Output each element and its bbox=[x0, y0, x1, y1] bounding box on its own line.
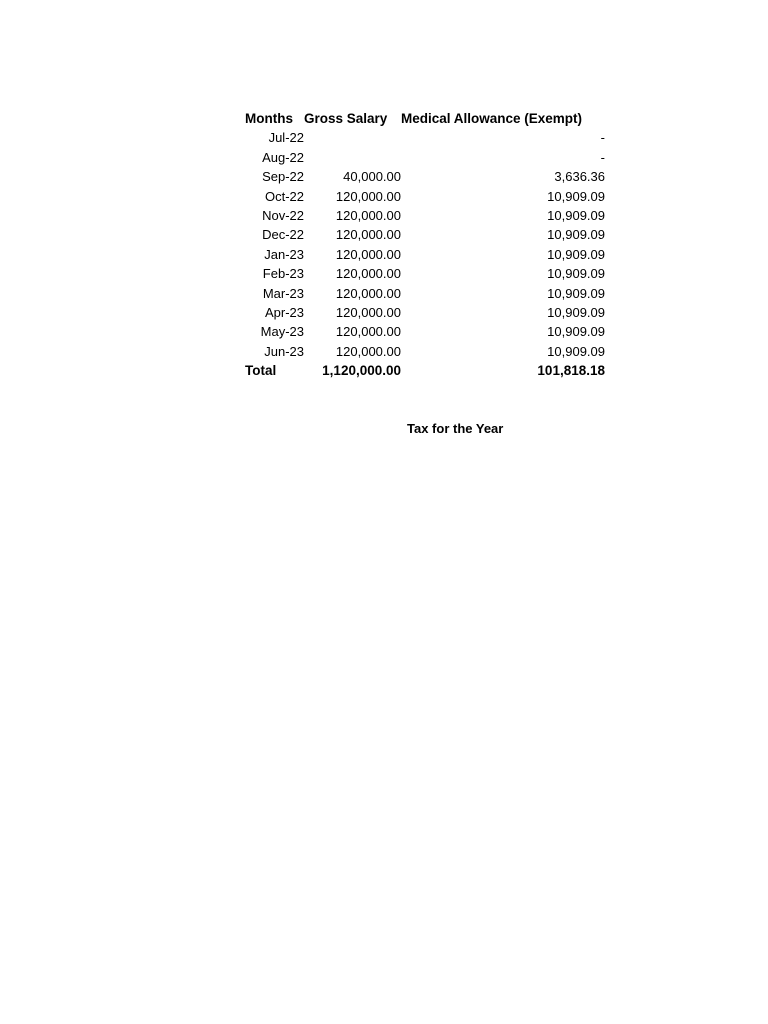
gross-salary-cell: 40,000.00 bbox=[343, 169, 401, 185]
month-cell: Nov-22 bbox=[262, 208, 304, 224]
table-row bbox=[245, 206, 605, 225]
medical-allowance-cell: 10,909.09 bbox=[547, 305, 605, 321]
salary-table bbox=[245, 109, 605, 381]
medical-allowance-cell: 10,909.09 bbox=[547, 285, 605, 301]
table-row bbox=[245, 264, 605, 283]
medical-allowance-cell: 10,909.09 bbox=[547, 343, 605, 359]
gross-salary-cell: 120,000.00 bbox=[335, 208, 401, 224]
months-header: Months bbox=[245, 111, 293, 126]
gross-salary-cell bbox=[304, 128, 401, 147]
month-cell: Dec-22 bbox=[262, 227, 304, 243]
medical-allowance-cell: - bbox=[600, 130, 605, 146]
medical-allowance-cell: 10,909.09 bbox=[547, 208, 605, 224]
month-cell: Jan-23 bbox=[264, 246, 304, 262]
gross-salary-cell bbox=[304, 148, 401, 167]
gross-salary-cell: 120,000.00 bbox=[335, 343, 401, 359]
gross-salary-cell: 120,000.00 bbox=[335, 227, 401, 243]
medical-allowance-cell: - bbox=[600, 149, 605, 165]
header-row bbox=[245, 109, 605, 128]
table-row bbox=[245, 284, 605, 303]
gross-salary-cell: 120,000.00 bbox=[335, 324, 401, 340]
table-row bbox=[245, 322, 605, 341]
medical-allowance-header: Medical Allowance (Exempt) bbox=[401, 111, 583, 126]
gross-salary-cell: 120,000.00 bbox=[335, 285, 401, 301]
tax-for-year-label: Tax for the Year bbox=[407, 421, 504, 436]
table-row bbox=[245, 167, 605, 186]
table-row bbox=[245, 187, 605, 206]
table-row bbox=[245, 148, 605, 167]
table-row bbox=[245, 342, 605, 361]
month-cell: Sep-22 bbox=[262, 169, 304, 185]
month-cell: Aug-22 bbox=[262, 149, 304, 165]
total-gross-salary: 1,120,000.00 bbox=[322, 363, 401, 379]
table-row bbox=[245, 128, 605, 147]
medical-allowance-cell: 10,909.09 bbox=[547, 266, 605, 282]
month-cell: Jun-23 bbox=[264, 343, 304, 359]
table-row bbox=[245, 225, 605, 244]
total-label: Total bbox=[245, 363, 277, 379]
table-row bbox=[245, 303, 605, 322]
gross-salary-cell: 120,000.00 bbox=[335, 246, 401, 262]
medical-allowance-cell: 10,909.09 bbox=[547, 324, 605, 340]
gross-salary-header: Gross Salary bbox=[304, 111, 388, 126]
month-cell: May-23 bbox=[260, 324, 304, 340]
month-cell: Feb-23 bbox=[262, 266, 304, 282]
salary-sheet bbox=[245, 109, 615, 381]
medical-allowance-cell: 10,909.09 bbox=[547, 188, 605, 204]
month-cell: Mar-23 bbox=[262, 285, 304, 301]
gross-salary-cell: 120,000.00 bbox=[335, 305, 401, 321]
month-cell: Jul-22 bbox=[268, 130, 304, 146]
table-row bbox=[245, 245, 605, 264]
gross-salary-cell: 120,000.00 bbox=[335, 188, 401, 204]
medical-allowance-cell: 3,636.36 bbox=[554, 169, 605, 185]
month-cell: Apr-23 bbox=[264, 305, 304, 321]
total-row bbox=[245, 361, 605, 380]
medical-allowance-cell: 10,909.09 bbox=[547, 227, 605, 243]
month-cell: Oct-22 bbox=[264, 188, 304, 204]
gross-salary-cell: 120,000.00 bbox=[335, 266, 401, 282]
medical-allowance-cell: 10,909.09 bbox=[547, 246, 605, 262]
total-medical-allowance: 101,818.18 bbox=[537, 363, 605, 379]
